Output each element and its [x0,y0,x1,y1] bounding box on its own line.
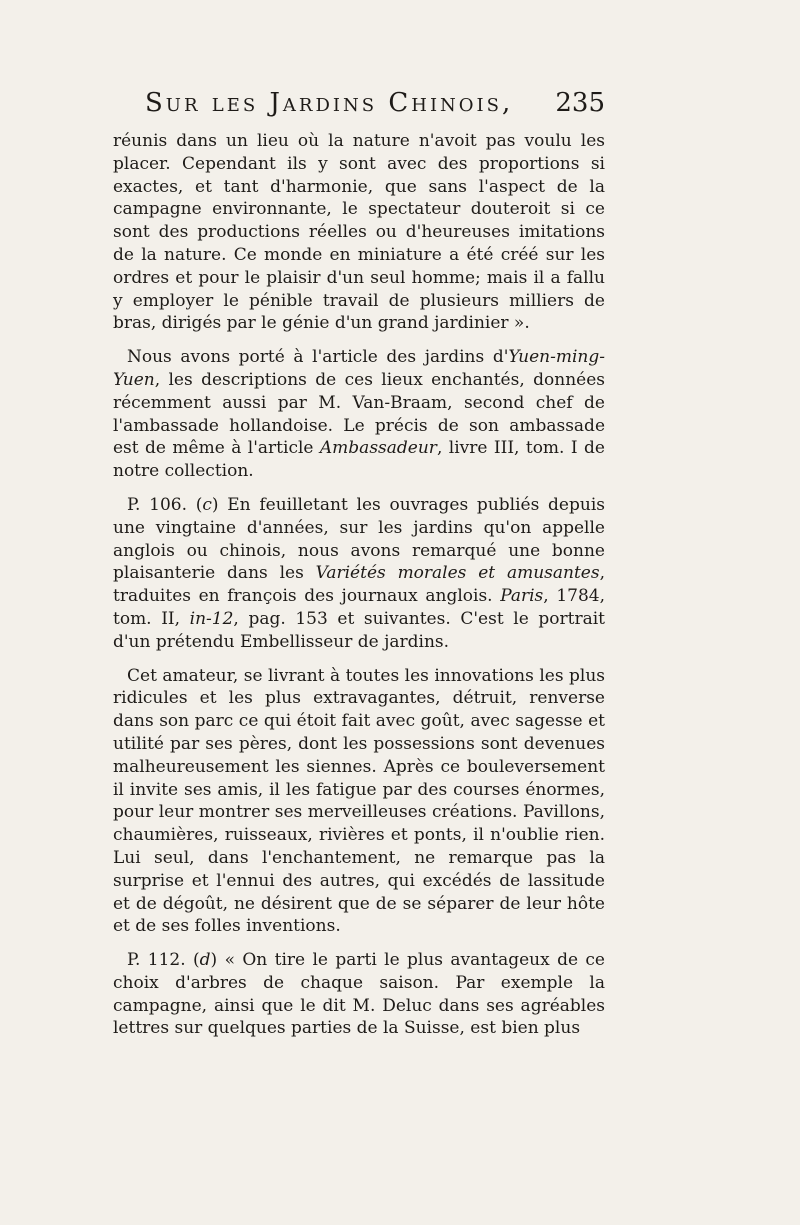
italic-format: in-12 [189,608,234,629]
running-title: Sur les Jardins Chinois, [145,88,514,118]
note-reference: P. 106. ( [127,494,203,515]
paragraph-text: , livre III, tom. I de notre collection. [113,438,605,482]
paragraph-yuen-ming-yuen [113,346,605,483]
page-body [113,130,605,1040]
note-letter: d [199,950,211,971]
paragraph-amateur: Cet amateur, se livrant à toutes les innovations les plus ridicules et les plus extravagantes, détruit, renverse dans son parc ce qui étoit fait avec goût, avec sagesse et utilité par ses pères, dont les possessions sont devenues malheureusement les siennes. Après ce bouleversement il invite ses amis, il les fatigue par des courses énormes, pour leur montrer ses merveilleuses créations. Pavillons, chaumières, ruisseaux, rivières et ponts, il n'oublie rien. Lui seul, dans l'enchantement, ne remarque pas la surprise et l'ennui des autres, qui excédés de lassitude et de dégoût, ne désirent que de se séparer de leur hôte et de ses folles inventions. [113,665,605,937]
paragraph-text: , 1784, tom. II, [113,586,605,629]
note-reference-close: ) [210,950,218,971]
paragraph-text: , les descriptions de ces lieux enchantés, données récemment aussi par M. Van-Braam, second chef de l'ambassade hollandoise. Le précis de son ambassade est de même à l'article [113,369,605,459]
paragraph-text: « On tire le parti le plus avantageux de ce choix d'arbres de chaque saison. Par exemple la campagne, ainsi que le dit M. Deluc dans ses agréables lettres sur quelques parties de la Suisse, est bien plus [113,950,605,1039]
note-reference: P. 112. ( [127,950,200,971]
paragraph-text: , pag. 153 et suivantes. C'est le portrait d'un prétendu Embellisseur de jardins. [113,608,605,652]
note-reference-close: ) [211,494,219,515]
paragraph-continuation: réunis dans un lieu où la nature n'avoit pas voulu les placer. Cependant ils y sont avec des proportions si exactes, et tant d'harmonie, que sans l'aspect de la campagne environnante, le spectateur douteroit si ce sont des productions réelles ou d'heureuses imitations de la nature. Ce monde en miniature a été créé sur les ordres et pour le plaisir d'un seul homme; mais il a fallu y employer le pénible travail de plusieurs milliers de bras, dirigés par le génie d'un grand jardinier ». [113,131,605,334]
page-number: 235 [555,88,605,118]
italic-city: Paris [500,586,544,607]
paragraph-text: , traduites en françois des journaux anglois. [113,563,605,607]
italic-place-name: Yuen-ming-Yuen [113,347,605,390]
note-letter: c [202,494,212,515]
paragraph-text: Nous avons porté à l'article des jardins d' [127,347,509,368]
italic-article-title: Ambassadeur [319,438,437,459]
page-header [145,88,605,128]
note-d-paragraph [113,949,605,1040]
note-c-paragraph [113,494,605,654]
paragraph-text: En feuilletant les ouvrages publiés depuis une vingtaine d'années, sur les jardins qu'on appelle anglois ou chinois, nous avons remarqué une bonne plaisanterie dans les [113,494,605,584]
italic-book-title: Variétés morales et amusantes [315,563,600,584]
